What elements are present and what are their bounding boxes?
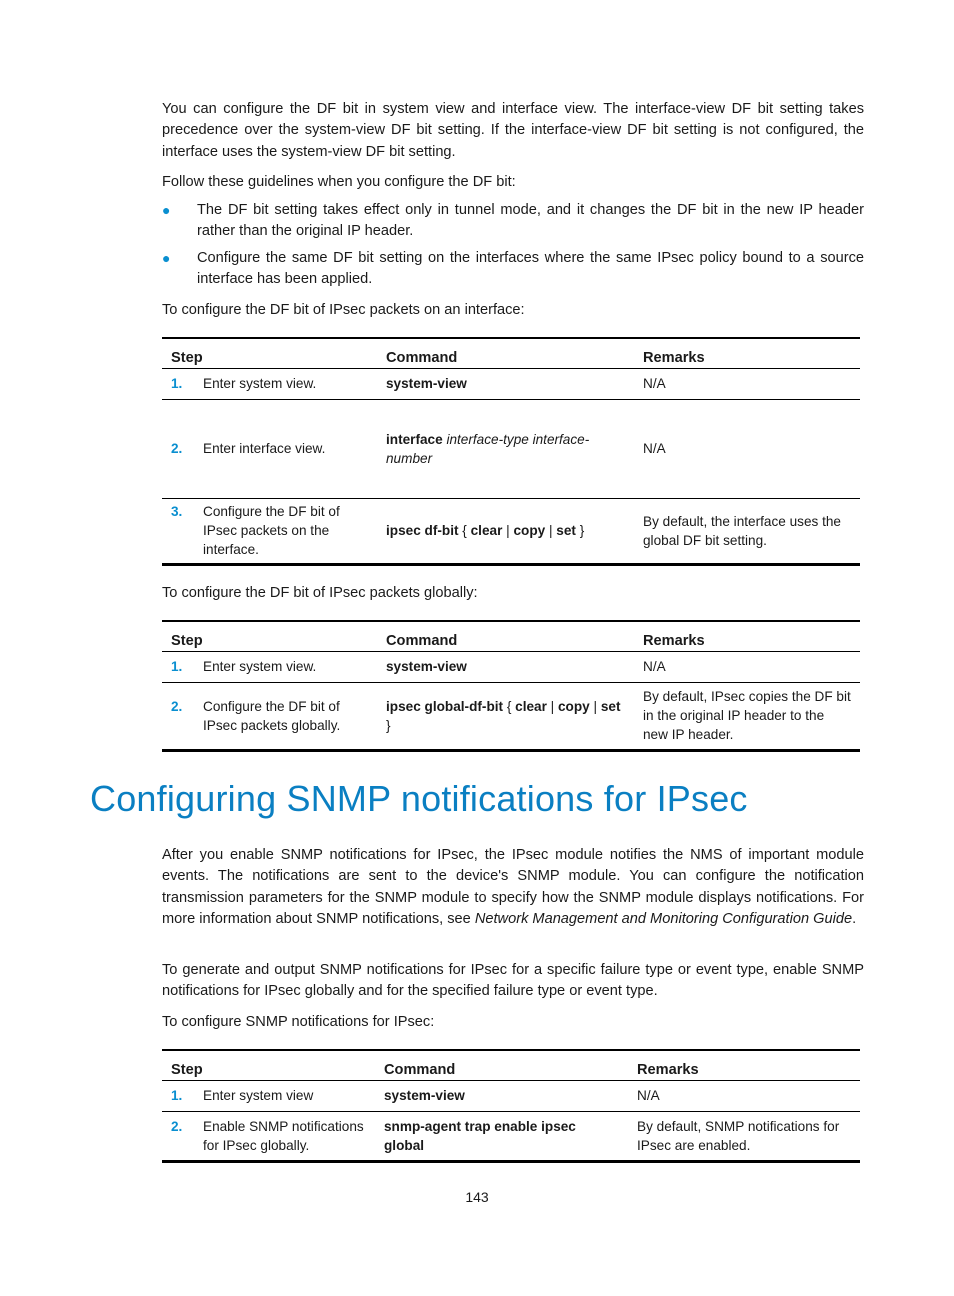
step-label: Enter system view. bbox=[203, 376, 317, 391]
step-label: Enter system view. bbox=[203, 659, 317, 674]
snmp-notifications-table bbox=[162, 1049, 860, 1163]
remarks-cell: By default, SNMP notifications for IPsec are enabled. bbox=[637, 1118, 840, 1153]
intro-paragraph: You can configure the DF bit in system view and interface view. The interface-view DF bit setting takes precedence over the system-view DF bit setting. If the interface-view DF bit setting is not configured, the interface uses the system-view DF bit setting. bbox=[162, 101, 864, 160]
step-number: 1. bbox=[171, 376, 183, 391]
step-number: 1. bbox=[171, 1088, 183, 1103]
remarks-cell: By default, IPsec copies the DF bit in the original IP header to the new IP header. bbox=[643, 689, 851, 742]
guide-reference: Network Management and Monitoring Configuration Guide bbox=[474, 910, 853, 927]
table-row bbox=[162, 368, 860, 399]
table-row: 3. Configure the DF bit of IPsec packets on the interface. ipsec df-bit { clear | copy | set } By default, the interface uses the global DF bit setting. bbox=[162, 498, 860, 564]
command-keyword: ipsec df-bit bbox=[386, 523, 459, 538]
guideline-bullet bbox=[162, 248, 864, 291]
header-command: Command bbox=[384, 1061, 456, 1078]
remarks-cell: N/A bbox=[637, 1088, 660, 1103]
step-number: 2. bbox=[171, 441, 183, 456]
header-command: Command bbox=[386, 349, 458, 366]
command-argument: interface-type interface-number bbox=[386, 431, 590, 466]
snmp-intro-paragraph bbox=[162, 845, 864, 930]
command-option: copy bbox=[513, 523, 546, 538]
table1-intro: To configure the DF bit of IPsec packets on an interface: bbox=[162, 302, 525, 318]
df-bit-interface-table bbox=[162, 337, 860, 566]
step-number: 1. bbox=[171, 659, 183, 674]
command-keyword: ipsec global-df-bit bbox=[386, 698, 504, 714]
step-number: 3. bbox=[171, 504, 183, 519]
remarks-cell: N/A bbox=[643, 659, 666, 674]
step-label: Enter interface view. bbox=[203, 441, 326, 456]
command-option: clear bbox=[515, 698, 547, 714]
snmp-generate-paragraph: To generate and output SNMP notifications for IPsec for a specific failure type or event type, enable SNMP notifications for IPsec globally and for the specified failure type or event type. bbox=[162, 962, 864, 1000]
command-keyword: system-view bbox=[386, 659, 467, 674]
guidelines-paragraph: Follow these guidelines when you configure the DF bit: bbox=[162, 174, 516, 190]
header-command: Command bbox=[386, 632, 458, 649]
bullet-text: Configure the same DF bit setting on the interfaces where the same IPsec policy bound to a source interface has been applied. bbox=[197, 250, 864, 288]
remarks-cell: By default, the interface uses the global DF bit setting. bbox=[643, 513, 841, 548]
step-number: 2. bbox=[171, 1118, 183, 1134]
step-number: 2. bbox=[171, 698, 183, 714]
table-row bbox=[162, 1111, 860, 1161]
command-option: set bbox=[556, 523, 576, 538]
header-remarks: Remarks bbox=[637, 1061, 699, 1078]
header-step: Step bbox=[171, 1061, 203, 1078]
command-option: clear bbox=[470, 523, 503, 538]
header-step: Step bbox=[171, 349, 203, 366]
command-keyword: system-view bbox=[384, 1088, 465, 1103]
table-row bbox=[162, 399, 860, 498]
remarks-cell: N/A bbox=[643, 376, 666, 391]
snmp-intro-text: After you enable SNMP notifications for IPsec, the IPsec module notifies the NMS of important module events. The notifications are sent to the device's SNMP module. You can configure the notification transmission parameters for the SNMP module to specify how the SNMP module displays notifications. For more information about SNMP notifications, see bbox=[162, 847, 864, 927]
bullet-text: The DF bit setting takes effect only in tunnel mode, and it changes the DF bit in the new IP header rather than the original IP header. bbox=[197, 202, 864, 240]
header-step: Step bbox=[171, 632, 203, 649]
table-row bbox=[162, 1080, 860, 1111]
header-remarks: Remarks bbox=[643, 349, 705, 366]
table3-intro: To configure SNMP notifications for IPsec: bbox=[162, 1014, 435, 1030]
section-heading: Configuring SNMP notifications for IPsec bbox=[90, 778, 748, 819]
remarks-cell: N/A bbox=[643, 441, 666, 456]
command-option: copy bbox=[558, 698, 590, 714]
table2-intro: To configure the DF bit of IPsec packets globally: bbox=[162, 585, 478, 601]
bullet-icon: ● bbox=[162, 202, 171, 218]
step-label: Enter system view bbox=[203, 1088, 314, 1103]
df-bit-global-table bbox=[162, 620, 860, 752]
header-remarks: Remarks bbox=[643, 632, 705, 649]
step-label: Enable SNMP notifications for IPsec globally. bbox=[203, 1118, 364, 1153]
command-option: set bbox=[600, 698, 621, 714]
command-keyword: system-view bbox=[386, 376, 467, 391]
snmp-intro-end: . bbox=[852, 910, 857, 927]
guideline-bullet bbox=[162, 200, 864, 243]
bullet-icon: ● bbox=[162, 250, 171, 266]
table-row: 2. Configure the DF bit of IPsec packets globally. ipsec global-df-bit { clear | copy | set } By default, IPsec copies the DF bit in the original IP header to the new IP header. bbox=[162, 682, 860, 750]
step-label: Configure the DF bit of IPsec packets globally. bbox=[203, 698, 341, 733]
command-keyword: interface bbox=[386, 431, 443, 447]
step-label: Configure the DF bit of IPsec packets on the interface. bbox=[203, 504, 340, 557]
page-number: 143 bbox=[465, 1189, 489, 1205]
table-row bbox=[162, 651, 860, 682]
command-keyword: snmp-agent trap enable ipsec global bbox=[384, 1118, 576, 1153]
